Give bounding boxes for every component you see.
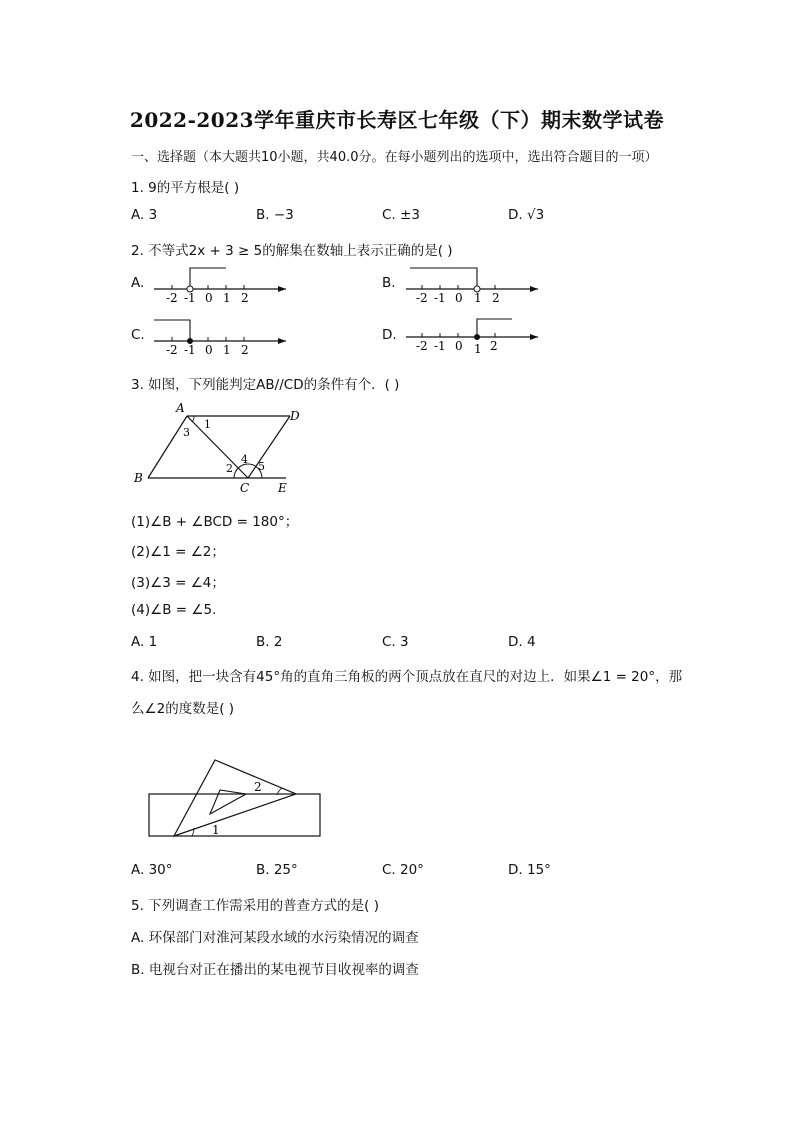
q4-option-b[interactable]: B. 25° bbox=[256, 862, 298, 878]
q3-condition-1: (1)∠B + ∠BCD = 180°； bbox=[131, 514, 299, 530]
tick-label: -2 bbox=[166, 291, 178, 305]
number-line-a bbox=[150, 264, 290, 306]
point-label-d: D bbox=[290, 409, 300, 423]
tick-label: -1 bbox=[184, 343, 196, 357]
q3-option-a[interactable]: A. 1 bbox=[131, 634, 158, 650]
number-line-b bbox=[402, 264, 542, 306]
tick-label: 1 bbox=[474, 342, 482, 354]
q3-option-d[interactable]: D. 4 bbox=[508, 634, 536, 650]
q2-option-a[interactable]: A. bbox=[131, 275, 145, 291]
page-title: 2022-2023学年重庆市长寿区七年级（下）期末数学试卷 bbox=[129, 108, 665, 132]
tick-label: -2 bbox=[416, 339, 428, 353]
point-label-b: B bbox=[134, 471, 143, 485]
tick-label: 1 bbox=[223, 291, 231, 305]
point-label-c: C bbox=[240, 481, 250, 495]
q3-condition-3: (3)∠3 = ∠4； bbox=[131, 575, 225, 591]
q3-condition-4: (4)∠B = ∠5. bbox=[131, 602, 217, 618]
q2-option-d[interactable]: D. bbox=[382, 327, 397, 343]
tick-label: -1 bbox=[434, 291, 446, 305]
angle-label-2: 2 bbox=[254, 780, 262, 794]
angle-label-1: 1 bbox=[212, 823, 220, 837]
tick-label: 0 bbox=[205, 343, 213, 357]
tick-label: 0 bbox=[455, 291, 463, 305]
number-line-d bbox=[402, 312, 542, 354]
q1-option-d[interactable]: D. √3 bbox=[508, 207, 545, 223]
question-1: 1. 9的平方根是( ) bbox=[131, 180, 240, 196]
angle-label-1: 1 bbox=[204, 418, 211, 431]
tick-label: -2 bbox=[416, 291, 428, 305]
q5-option-a[interactable]: A. 环保部门对淮河某段水域的水污染情况的调查 bbox=[131, 930, 419, 946]
q2-option-c[interactable]: C. bbox=[131, 327, 145, 343]
question-2: 2. 不等式2x + 3 ≥ 5的解集在数轴上表示正确的是( ) bbox=[131, 243, 453, 259]
tick-label: 1 bbox=[474, 291, 482, 305]
q3-option-b[interactable]: B. 2 bbox=[256, 634, 283, 650]
tick-label: 2 bbox=[241, 343, 249, 357]
tick-label: -2 bbox=[166, 343, 178, 357]
q5-option-b[interactable]: B. 电视台对正在播出的某电视节目收视率的调查 bbox=[131, 962, 419, 978]
point-label-a: A bbox=[176, 401, 185, 415]
tick-label: 1 bbox=[223, 343, 231, 357]
q1-option-a[interactable]: A. 3 bbox=[131, 207, 158, 223]
tick-label: 2 bbox=[492, 291, 500, 305]
tick-label: 2 bbox=[241, 291, 249, 305]
q1-option-c[interactable]: C. ±3 bbox=[382, 207, 420, 223]
q3-condition-2: (2)∠1 = ∠2； bbox=[131, 544, 225, 560]
tick-label: -1 bbox=[184, 291, 196, 305]
angle-label-2: 2 bbox=[226, 462, 233, 475]
q1-option-b[interactable]: B. −3 bbox=[256, 207, 294, 223]
tick-label: 0 bbox=[205, 291, 213, 305]
q2-option-b[interactable]: B. bbox=[382, 275, 396, 291]
question-4-line-1: 4. 如图，把一块含有45°角的直角三角板的两个顶点放在直尺的对边上．如果∠1 = 20°，那 bbox=[131, 669, 683, 685]
q4-option-a[interactable]: A. 30° bbox=[131, 862, 173, 878]
number-line-c bbox=[150, 316, 290, 358]
q4-option-d[interactable]: D. 15° bbox=[508, 862, 551, 878]
tick-label: -1 bbox=[434, 339, 446, 353]
q4-option-c[interactable]: C. 20° bbox=[382, 862, 424, 878]
q3-parallelogram-figure bbox=[130, 398, 310, 498]
tick-label: 0 bbox=[455, 339, 463, 353]
question-4-line-2: 么∠2的度数是( ) bbox=[131, 701, 235, 717]
angle-label-4: 4 bbox=[241, 453, 248, 466]
point-label-e: E bbox=[278, 481, 287, 495]
question-5: 5. 下列调查工作需采用的普查方式的是( ) bbox=[131, 898, 379, 914]
q4-ruler-triangle-figure bbox=[140, 752, 330, 842]
angle-label-3: 3 bbox=[183, 426, 190, 439]
section-heading: 一、选择题（本大题共10小题，共40.0分。在每小题列出的选项中，选出符合题目的一项） bbox=[131, 150, 658, 165]
angle-label-5: 5 bbox=[258, 460, 265, 473]
question-3: 3. 如图，下列能判定AB//CD的条件有个．( ) bbox=[131, 377, 400, 393]
tick-label: 2 bbox=[490, 339, 498, 353]
q3-option-c[interactable]: C. 3 bbox=[382, 634, 409, 650]
